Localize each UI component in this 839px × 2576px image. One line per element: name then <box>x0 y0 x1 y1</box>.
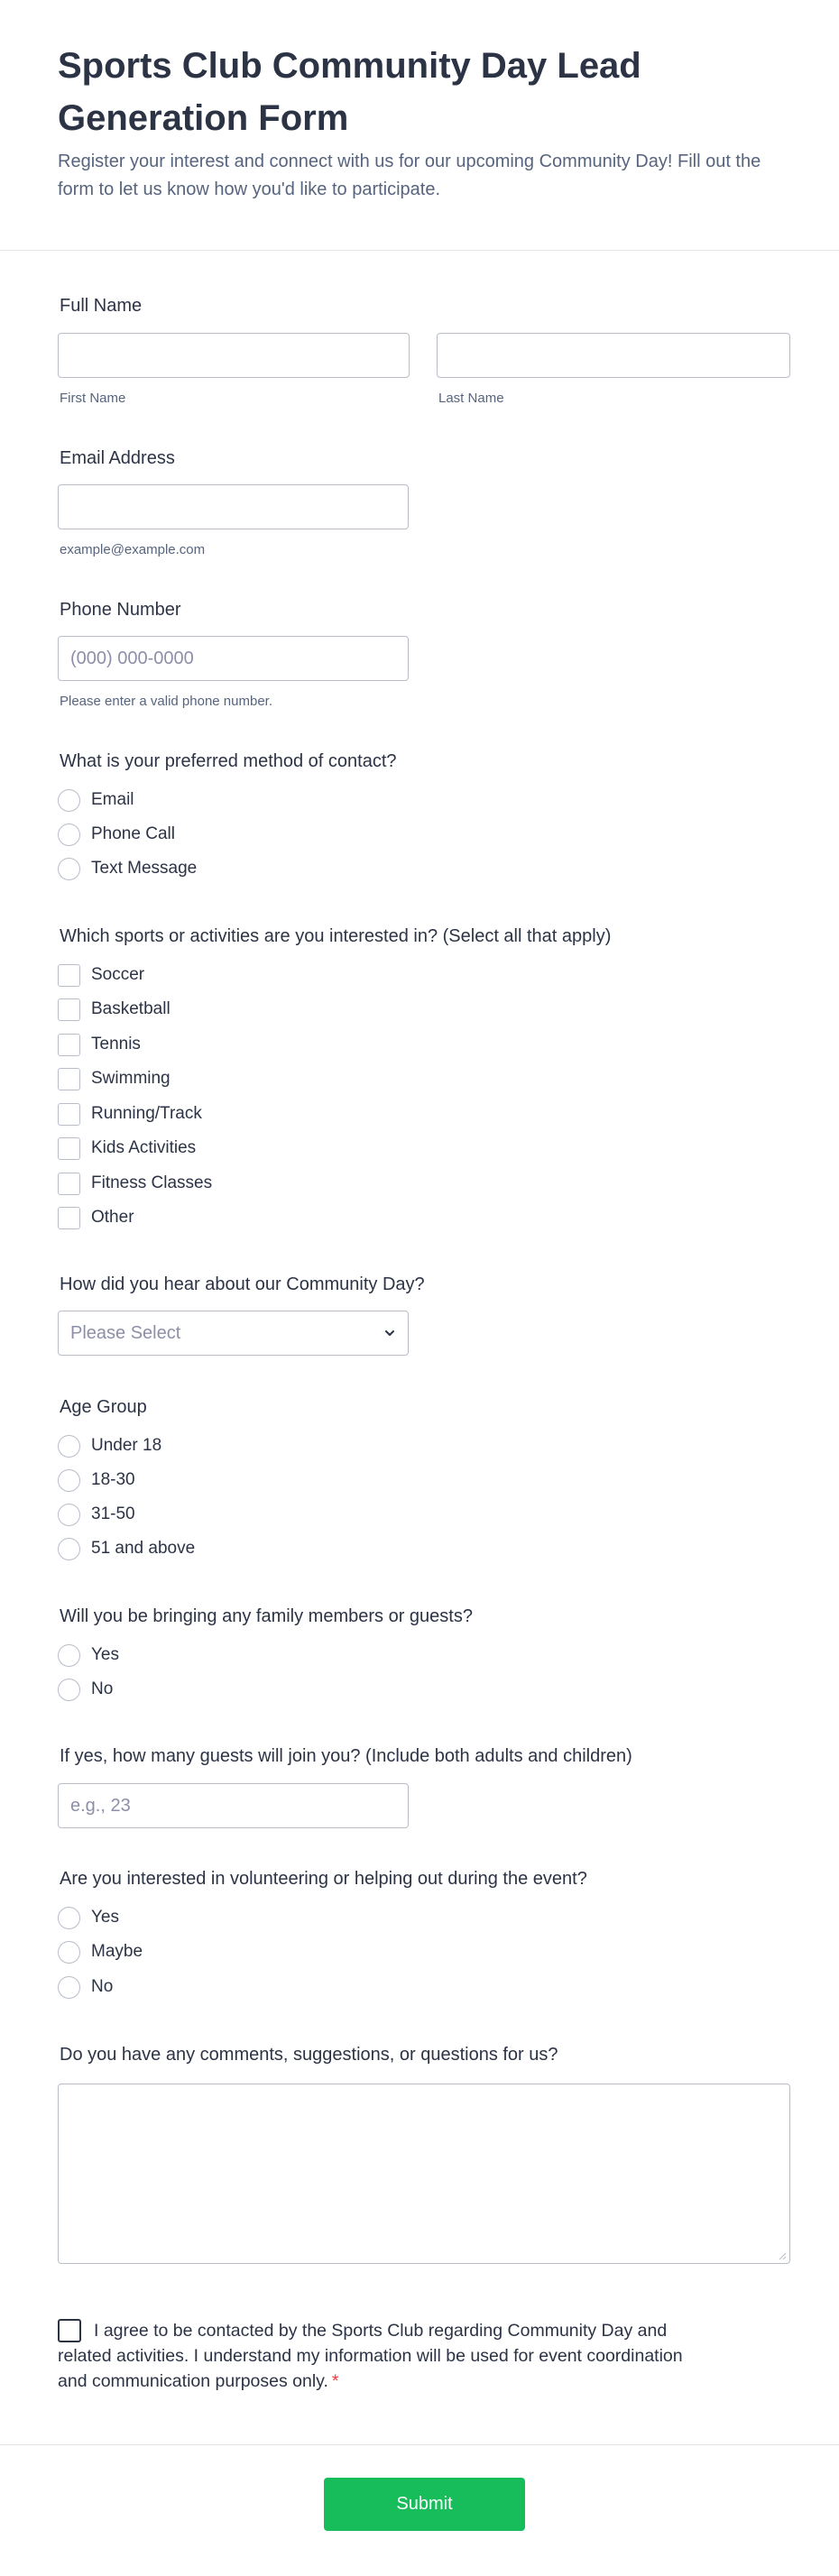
guest-count-input[interactable] <box>58 1783 409 1828</box>
option-label: Soccer <box>91 965 145 984</box>
option-label: Swimming <box>91 1069 171 1088</box>
guest-count-label: If yes, how many guests will join you? (Include both adults and children) <box>60 1746 632 1766</box>
sport-option-basketball[interactable] <box>58 998 171 1021</box>
sport-option-kids-activities[interactable] <box>58 1136 196 1160</box>
option-label: No <box>91 1679 114 1698</box>
volunteering-label: Are you interested in volunteering or helping out during the event? <box>60 1869 587 1889</box>
sport-option-fitness-classes[interactable] <box>58 1172 212 1195</box>
radio-button[interactable] <box>58 1941 80 1964</box>
radio-button[interactable] <box>58 1644 80 1667</box>
option-label: 31-50 <box>91 1504 135 1523</box>
checkbox[interactable] <box>58 1137 80 1160</box>
checkbox[interactable] <box>58 1103 80 1126</box>
comments-textarea[interactable] <box>58 2084 790 2264</box>
radio-button[interactable] <box>58 1679 80 1701</box>
option-label: Kids Activities <box>91 1138 197 1157</box>
consent-text-block <box>58 2318 707 2394</box>
age-option-31-50[interactable] <box>58 1503 135 1526</box>
option-label: Maybe <box>91 1942 143 1961</box>
radio-button[interactable] <box>58 1907 80 1929</box>
email-label: Email Address <box>60 448 175 468</box>
option-label: 51 and above <box>91 1539 196 1558</box>
contact-option-phone-call[interactable] <box>58 823 175 846</box>
guests-option-yes[interactable] <box>58 1643 119 1667</box>
checkbox[interactable] <box>58 1207 80 1229</box>
option-label: Yes <box>91 1645 119 1664</box>
age-option-under-18[interactable] <box>58 1434 161 1458</box>
sport-option-running-track[interactable] <box>58 1102 202 1126</box>
option-label: No <box>91 1977 114 1996</box>
full-name-label: Full Name <box>60 296 143 316</box>
comments-label: Do you have any comments, suggestions, or questions for us? <box>60 2045 558 2065</box>
option-label: Tennis <box>91 1035 141 1053</box>
option-label: 18-30 <box>91 1470 135 1489</box>
option-label: Text Message <box>91 859 198 878</box>
contact-option-text-message[interactable] <box>58 857 197 880</box>
heard-about-label: How did you hear about our Community Day? <box>60 1274 425 1294</box>
dropdown-placeholder: Please Select <box>70 1323 181 1343</box>
bringing-guests-label: Will you be bringing any family members or guests? <box>60 1606 473 1626</box>
email-sublabel: example@example.com <box>60 542 206 557</box>
footer-divider <box>0 2444 839 2445</box>
sports-label: Which sports or activities are you interested in? (Select all that apply) <box>60 926 612 946</box>
checkbox[interactable] <box>58 1034 80 1056</box>
volunteer-option-maybe[interactable] <box>58 1940 143 1964</box>
phone-sublabel: Please enter a valid phone number. <box>60 694 272 709</box>
sport-option-swimming[interactable] <box>58 1067 171 1090</box>
radio-button[interactable] <box>58 1469 80 1492</box>
consent-text: I agree to be contacted by the Sports Club regarding Community Day and related activities. I understand my information will be used for event coordination and communication purposes only. <box>58 2321 683 2391</box>
last-name-input[interactable] <box>437 333 790 378</box>
radio-button[interactable] <box>58 823 80 846</box>
checkbox[interactable] <box>58 1068 80 1090</box>
sport-option-tennis[interactable] <box>58 1033 141 1056</box>
volunteer-option-yes[interactable] <box>58 1906 119 1929</box>
radio-button[interactable] <box>58 1976 80 1999</box>
radio-button[interactable] <box>58 789 80 812</box>
last-name-sublabel: Last Name <box>438 391 504 406</box>
phone-label: Phone Number <box>60 600 181 620</box>
checkbox[interactable] <box>58 1173 80 1195</box>
sport-option-other[interactable] <box>58 1206 134 1229</box>
form-header <box>0 0 839 251</box>
submit-button[interactable]: Submit <box>324 2478 525 2531</box>
option-label: Fitness Classes <box>91 1173 213 1192</box>
required-asterisk: * <box>331 2371 339 2391</box>
option-label: Phone Call <box>91 824 175 843</box>
option-label: Email <box>91 790 134 809</box>
form-subtitle: Register your interest and connect with us for our upcoming Community Day! Fill out the form to let us know how you'd like to participate. <box>58 152 761 199</box>
option-label: Under 18 <box>91 1436 162 1455</box>
checkbox[interactable] <box>58 964 80 987</box>
option-label: Basketball <box>91 999 171 1018</box>
option-label: Running/Track <box>91 1104 202 1123</box>
radio-button[interactable] <box>58 858 80 880</box>
age-option-51-above[interactable] <box>58 1537 195 1560</box>
first-name-sublabel: First Name <box>60 391 126 406</box>
resize-grip-icon[interactable] <box>778 2251 787 2260</box>
first-name-input[interactable] <box>58 333 410 378</box>
radio-button[interactable] <box>58 1504 80 1526</box>
volunteer-option-no[interactable] <box>58 1975 113 1999</box>
option-label: Yes <box>91 1908 119 1927</box>
chevron-down-icon <box>383 1326 397 1340</box>
radio-button[interactable] <box>58 1435 80 1458</box>
contact-method-label: What is your preferred method of contact? <box>60 751 397 771</box>
form-title: Sports Club Community Day Lead Generation Form <box>58 46 641 138</box>
heard-about-dropdown[interactable] <box>58 1311 409 1356</box>
radio-button[interactable] <box>58 1538 80 1560</box>
age-option-18-30[interactable] <box>58 1468 135 1492</box>
option-label: Other <box>91 1208 134 1227</box>
sport-option-soccer[interactable] <box>58 963 144 987</box>
contact-option-email[interactable] <box>58 788 134 812</box>
guests-option-no[interactable] <box>58 1678 113 1701</box>
age-group-label: Age Group <box>60 1397 147 1417</box>
phone-input[interactable] <box>58 636 409 681</box>
checkbox[interactable] <box>58 998 80 1021</box>
email-input[interactable] <box>58 484 409 529</box>
